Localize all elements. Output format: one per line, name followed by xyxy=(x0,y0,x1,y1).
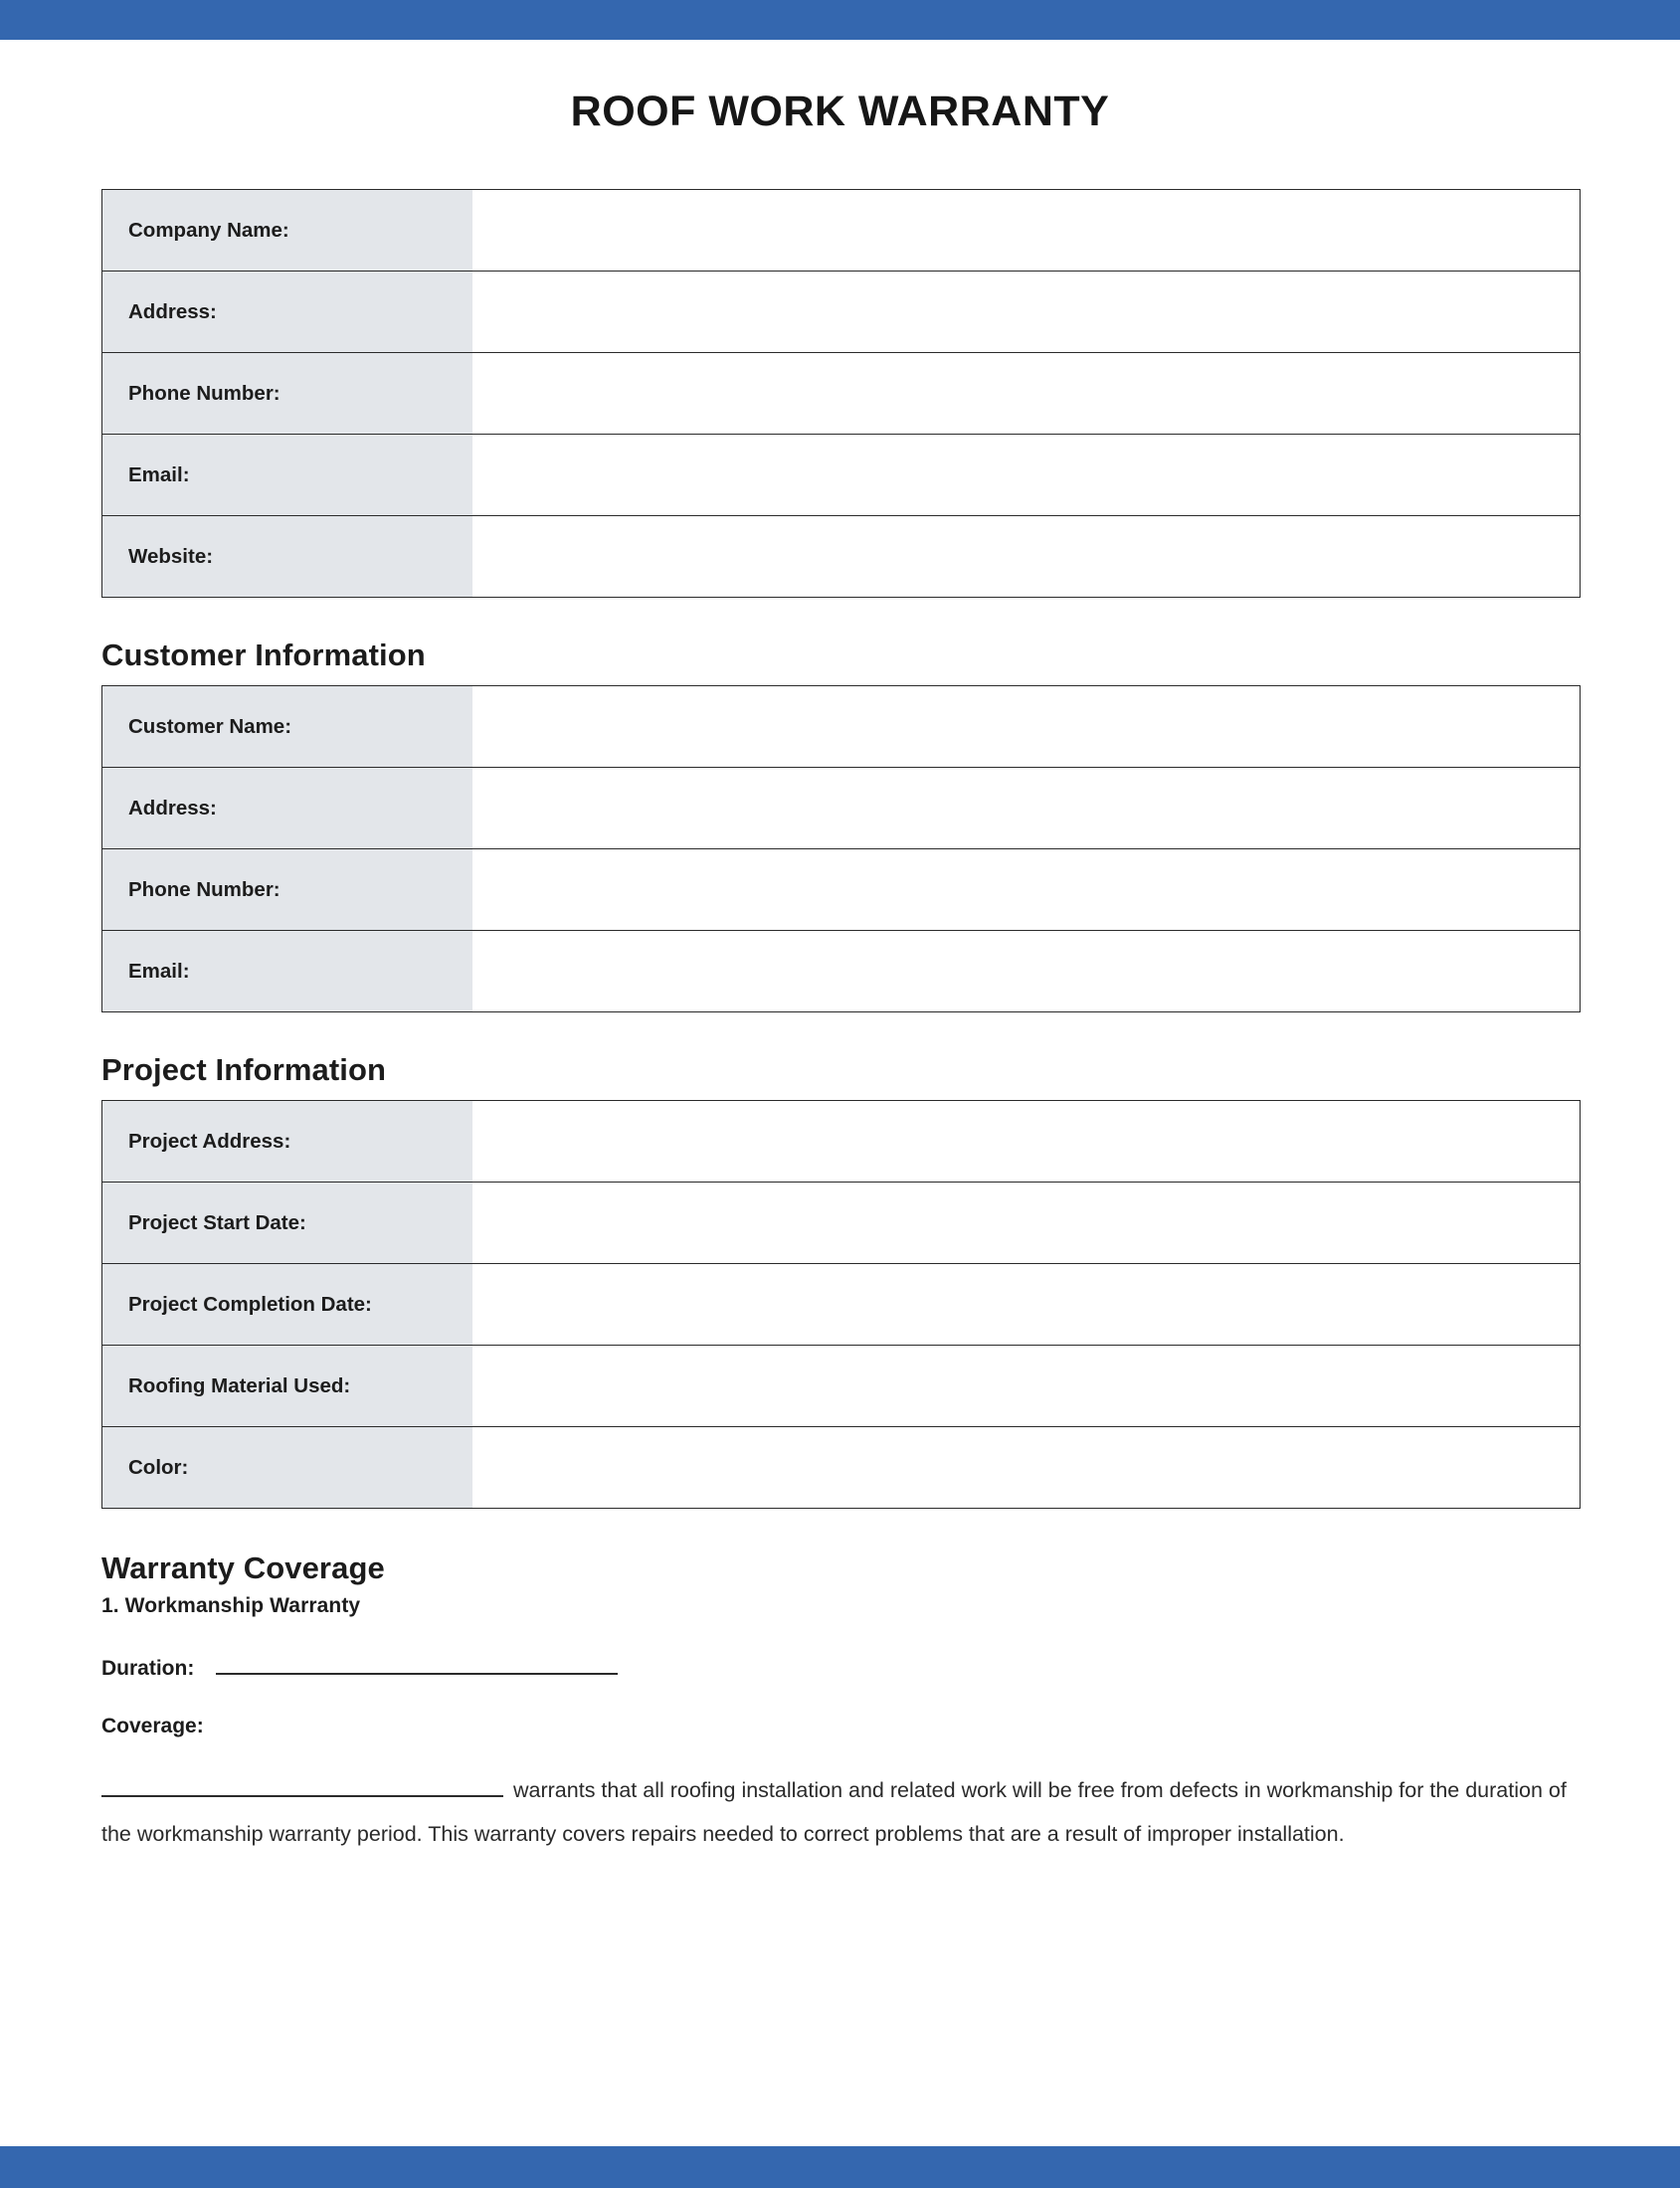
warranty-item-1-heading: 1. Workmanship Warranty xyxy=(101,1594,361,1617)
section-heading-project-information: Project Information xyxy=(101,1052,387,1087)
row-label-customer-email: Email: xyxy=(102,931,472,1012)
warranty-coverage-section xyxy=(101,1550,1580,1857)
row-label-company-address: Address: xyxy=(102,272,472,353)
project-information-table xyxy=(101,1100,1581,1509)
table-row xyxy=(102,1427,1581,1509)
row-value-project-start-date[interactable] xyxy=(472,1183,1581,1264)
row-value-company-name[interactable] xyxy=(472,190,1581,272)
table-row xyxy=(102,272,1581,353)
duration-input-blank[interactable] xyxy=(216,1655,618,1675)
row-value-customer-address[interactable] xyxy=(472,768,1581,849)
bottom-accent-bar xyxy=(0,2146,1680,2188)
row-label-roofing-material-used: Roofing Material Used: xyxy=(102,1346,472,1427)
row-value-company-website[interactable] xyxy=(472,516,1581,598)
table-row xyxy=(102,768,1581,849)
top-accent-bar xyxy=(0,0,1680,40)
table-row xyxy=(102,931,1581,1012)
row-label-customer-address: Address: xyxy=(102,768,472,849)
document-content xyxy=(0,40,1680,1857)
company-information-table xyxy=(101,189,1581,598)
page-title: ROOF WORK WARRANTY xyxy=(570,88,1110,135)
row-value-company-phone[interactable] xyxy=(472,353,1581,435)
table-row xyxy=(102,1101,1581,1183)
section-heading-warranty-coverage: Warranty Coverage xyxy=(101,1550,385,1585)
duration-field-row xyxy=(101,1655,1580,1681)
row-value-roofing-material-used[interactable] xyxy=(472,1346,1581,1427)
row-label-customer-name: Customer Name: xyxy=(102,686,472,768)
coverage-company-blank[interactable] xyxy=(101,1780,503,1797)
customer-information-table xyxy=(101,685,1581,1012)
row-label-company-email: Email: xyxy=(102,435,472,516)
table-row xyxy=(102,1346,1581,1427)
table-row xyxy=(102,435,1581,516)
coverage-paragraph xyxy=(101,1768,1581,1857)
row-label-company-phone: Phone Number: xyxy=(102,353,472,435)
row-value-company-email[interactable] xyxy=(472,435,1581,516)
coverage-paragraph-text: warrants that all roofing installation and related work will be free from defects in workmanship for the duration of the workmanship warranty period. This warranty covers repairs needed to correct problems that are a result of improper installation. xyxy=(101,1778,1567,1847)
row-value-color[interactable] xyxy=(472,1427,1581,1509)
row-label-project-completion-date: Project Completion Date: xyxy=(102,1264,472,1346)
row-value-customer-phone[interactable] xyxy=(472,849,1581,931)
row-value-company-address[interactable] xyxy=(472,272,1581,353)
table-row xyxy=(102,516,1581,598)
coverage-label: Coverage: xyxy=(101,1715,204,1737)
row-value-project-address[interactable] xyxy=(472,1101,1581,1183)
table-row xyxy=(102,190,1581,272)
table-row xyxy=(102,686,1581,768)
section-heading-customer-information: Customer Information xyxy=(101,638,426,672)
duration-label: Duration: xyxy=(101,1657,195,1680)
row-value-customer-email[interactable] xyxy=(472,931,1581,1012)
row-label-project-start-date: Project Start Date: xyxy=(102,1183,472,1264)
row-label-company-name: Company Name: xyxy=(102,190,472,272)
table-row xyxy=(102,849,1581,931)
row-value-project-completion-date[interactable] xyxy=(472,1264,1581,1346)
document-sheet xyxy=(100,189,1580,1857)
table-row xyxy=(102,1264,1581,1346)
row-value-customer-name[interactable] xyxy=(472,686,1581,768)
table-row xyxy=(102,1183,1581,1264)
table-row xyxy=(102,353,1581,435)
row-label-project-address: Project Address: xyxy=(102,1101,472,1183)
row-label-company-website: Website: xyxy=(102,516,472,598)
row-label-color: Color: xyxy=(102,1427,472,1509)
row-label-customer-phone: Phone Number: xyxy=(102,849,472,931)
